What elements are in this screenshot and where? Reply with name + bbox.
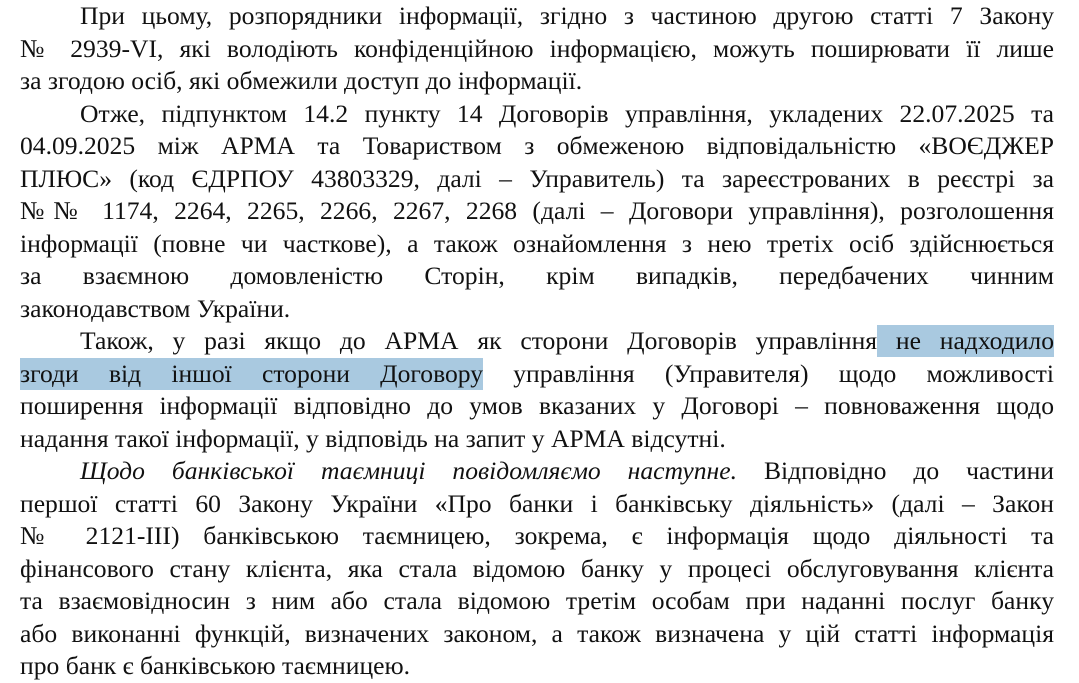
text-selection-highlight[interactable]: згоди від іншої сторони Договору xyxy=(20,358,484,388)
text-line: про банк є банківською таємницею. xyxy=(20,651,411,680)
text-line: № 2939-VI, які володіють конфіденційною інформацією, можуть поширювати її лише xyxy=(20,33,1054,63)
text-run: Відповідно до частини xyxy=(736,456,1054,485)
text-selection-highlight[interactable]: не надходило xyxy=(877,326,1054,355)
italic-lead-phrase: Щодо банківської таємниці повідомляємо наступне. xyxy=(80,456,737,485)
text-line: та взаємовідносин з ним або стала відомою третім особам при наданні послуг банку xyxy=(20,586,1054,615)
paragraph-3 xyxy=(20,325,1054,455)
text-run: Також, у разі якщо до АРМА як сторони Договорів управління xyxy=(80,326,878,355)
text-line xyxy=(20,455,1054,488)
text-line: поширення інформації відповідно до умов вказаних у Договорі – повноваження щодо xyxy=(20,391,1054,420)
text-line: фінансового стану клієнта, яка стала відомою банку у процесі обслуговування клієнта xyxy=(20,553,1054,583)
text-line: ПЛЮС» (код ЄДРПОУ 43803329, далі – Управитель) та зареєстрованих в реєстрі за xyxy=(20,163,1054,193)
text-line: інформації (повне чи часткове), а також ознайомлення з нею третіх осіб здійснюється xyxy=(20,228,1054,258)
text-run: управління (Управителя) щодо можливості xyxy=(483,358,1054,388)
text-line: надання такої інформації, у відповідь на запит у АРМА відсутні. xyxy=(20,423,726,453)
paragraph-2 xyxy=(20,98,1054,326)
text-line: Отже, підпунктом 14.2 пункту 14 Договорів управління, укладених 22.07.2025 та xyxy=(80,98,1054,128)
text-line: №№ 1174, 2264, 2265, 2266, 2267, 2268 (далі – Договори управління), розголошення xyxy=(20,196,1054,225)
paragraph-4 xyxy=(20,455,1054,683)
text-line: 04.09.2025 між АРМА та Товариством з обмеженою відповідальністю «ВОЄДЖЕР xyxy=(20,131,1054,160)
paragraph-1 xyxy=(20,0,1054,98)
text-line: законодавством України. xyxy=(20,293,291,323)
text-line: за взаємною домовленістю Сторін, крім випадків, передбачених чинним xyxy=(20,261,1054,290)
document-page xyxy=(20,0,1054,683)
text-line: або виконанні функцій, визначених законом, а також визначена у цій статті інформація xyxy=(20,618,1054,648)
text-line xyxy=(20,325,1054,358)
text-line: першої статті 60 Закону України «Про банки і банківську діяльність» (далі – Закон xyxy=(20,488,1054,518)
text-line: за згодою осіб, які обмежили доступ до інформації. xyxy=(20,66,583,95)
text-line: При цьому, розпорядники інформації, згідно з частиною другою статті 7 Закону xyxy=(80,1,1054,30)
text-line xyxy=(20,358,1054,391)
text-line: № 2121-ІІІ) банківською таємницею, зокрема, є інформація щодо діяльності та xyxy=(20,521,1054,550)
